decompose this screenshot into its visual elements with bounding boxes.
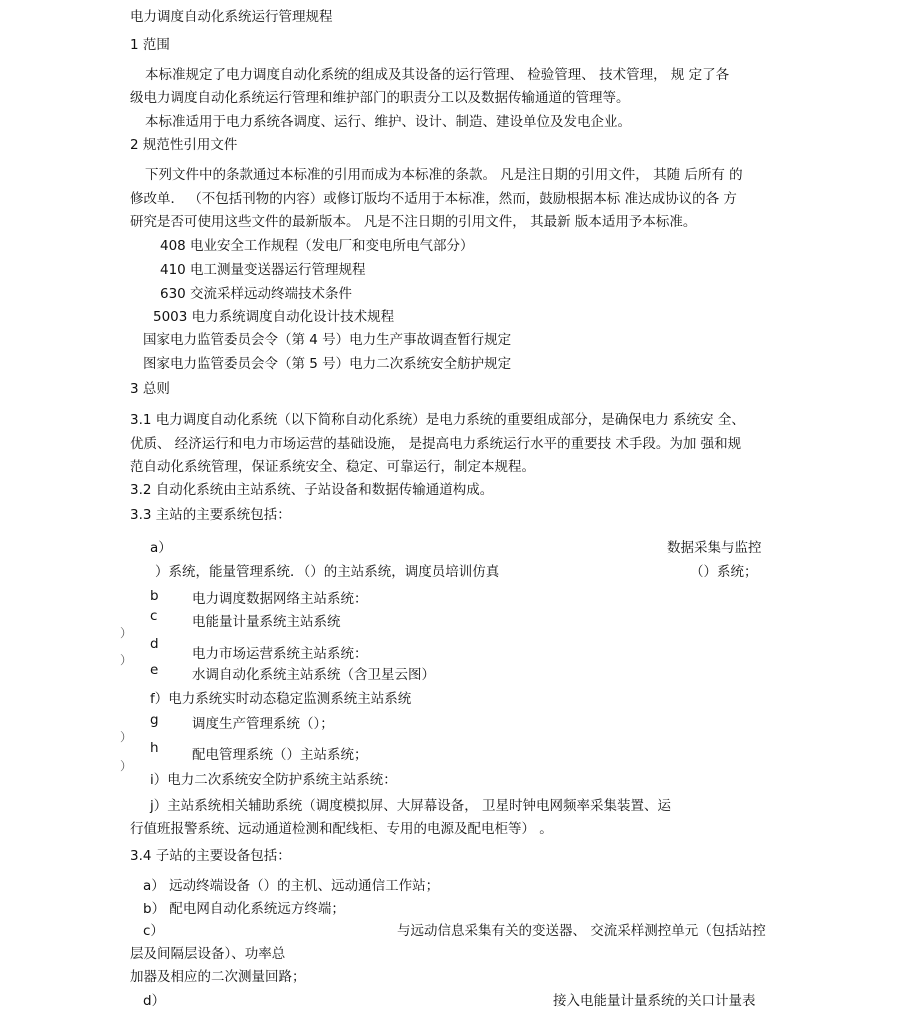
list-paren: ） <box>120 626 133 640</box>
list-text: 配电管理系统（）主站系统； <box>192 747 368 763</box>
list-label: c <box>150 608 158 624</box>
list-text: f）电力系统实时动态稳定监测系统主站系统 <box>150 691 412 707</box>
paragraph: 3.4 子站的主要设备包括： <box>130 848 291 864</box>
list-text: （）系统； <box>690 564 758 580</box>
list-paren: ） <box>120 759 133 773</box>
list-text: 与远动信息采集有关的变送器、 交流采样测控单元（包括站控 <box>397 923 766 939</box>
list-text: 接入电能量计量系统的关口计量表 <box>553 993 756 1009</box>
paragraph: 优质、 经济运行和电力市场运营的基础设施， 是提高电力系统运行水平的重要技 术手段。为加 强和规 <box>130 436 742 452</box>
paragraph: 3.3 主站的主要系统包括： <box>130 507 291 523</box>
list-label: b <box>150 588 159 604</box>
reference-item: 630 交流采样远动终端技术条件 <box>160 286 353 302</box>
reference-item: 图家电力监管委员会令（第 5 号）电力二次系统安全舫护规定 <box>143 356 512 372</box>
section-2-heading: 2 规范性引用文件 <box>130 137 238 153</box>
reference-item: 国家电力监管委员会令（第 4 号）电力生产事故调查暂行规定 <box>143 332 512 348</box>
section-1-heading: 1 范围 <box>130 37 170 53</box>
paragraph: 本标准规定了电力调度自动化系统的组成及其设备的运行管理、 检验管理、 技术管理， 规 定了各 <box>145 67 730 83</box>
list-text: b） 配电网自动化系统远方终端； <box>143 901 345 917</box>
paragraph: 研究是否可使用这些文件的最新版本。 凡是不注日期的引用文件， 其最新 版本适用予本标准。 <box>130 214 697 230</box>
list-label: h <box>150 740 159 756</box>
paragraph: 级电力调度自动化系统运行管理和维护部门的职责分工以及数据传输通道的管理等。 <box>130 90 630 106</box>
paragraph: 范自动化系统管理，保证系统安全、稳定、可靠运行，制定本规程。 <box>130 459 535 475</box>
list-label: c） <box>143 923 164 939</box>
list-text: i）电力二次系统安全防护系统主站系统： <box>150 772 397 788</box>
list-text: 调度生产管理系统（）； <box>192 716 334 732</box>
list-text: 层及间隔层设备）、功率总 <box>130 946 286 962</box>
list-label: d） <box>143 993 166 1009</box>
list-text: 行值班报警系统、远动通道检测和配线柜、专用的电源及配电柜等） 。 <box>130 821 553 837</box>
list-text: a） 远动终端设备（）的主机、远动通信工作站； <box>143 878 440 894</box>
reference-item: 410 电工测量变送器运行管理规程 <box>160 262 366 278</box>
list-text: 加器及相应的二次测量回路； <box>130 969 306 985</box>
doc-title: 电力调度自动化系统运行管理规程 <box>130 9 333 25</box>
list-label: g <box>150 712 159 728</box>
list-text: ）系统，能量管理系统．（）的主站系统，调度员培训仿真 <box>155 564 500 580</box>
reference-item: 5003 电力系统调度自动化设计技术规程 <box>153 309 395 325</box>
list-label: d <box>150 636 159 652</box>
paragraph: 3.2 自动化系统由主站系统、子站设备和数据传输通道构成。 <box>130 482 494 498</box>
paragraph: 3.1 电力调度自动化系统（以下简称自动化系统）是电力系统的重要组成部分，是确保电力 系统安 全、 <box>130 412 745 428</box>
section-3-heading: 3 总则 <box>130 381 170 397</box>
paragraph: 本标准适用于电力系统各调度、运行、维护、设计、制造、建设单位及发电企业。 <box>145 114 631 130</box>
reference-item: 408 电业安全工作规程（发电厂和变电所电气部分） <box>160 238 474 254</box>
list-text: 电力市场运营系统主站系统： <box>192 646 368 662</box>
list-text: 电力调度数据网络主站系统： <box>192 591 368 607</box>
list-label: a） <box>150 540 172 556</box>
paragraph: 下列文件中的条款通过本标准的引用而成为本标准的条款。 凡是注日期的引用文件， 其随 后所有 的 <box>145 167 743 183</box>
list-text: 数据采集与监控 <box>667 540 762 556</box>
list-text: 水调自动化系统主站系统（含卫星云图） <box>192 667 435 683</box>
list-label: e <box>150 662 159 678</box>
list-text: j）主站系统相关辅助系统（调度模拟屏、大屏幕设备， 卫星时钟电网频率采集装置、运 <box>150 798 672 814</box>
paragraph: 修改单． （不包括刊物的内容）或修订版均不适用于本标准，然而，鼓励根据本标 准达成协议的各 方 <box>130 191 737 207</box>
list-text: 电能量计量系统主站系统 <box>192 614 341 630</box>
list-paren: ） <box>120 653 133 667</box>
list-paren: ） <box>120 730 133 744</box>
